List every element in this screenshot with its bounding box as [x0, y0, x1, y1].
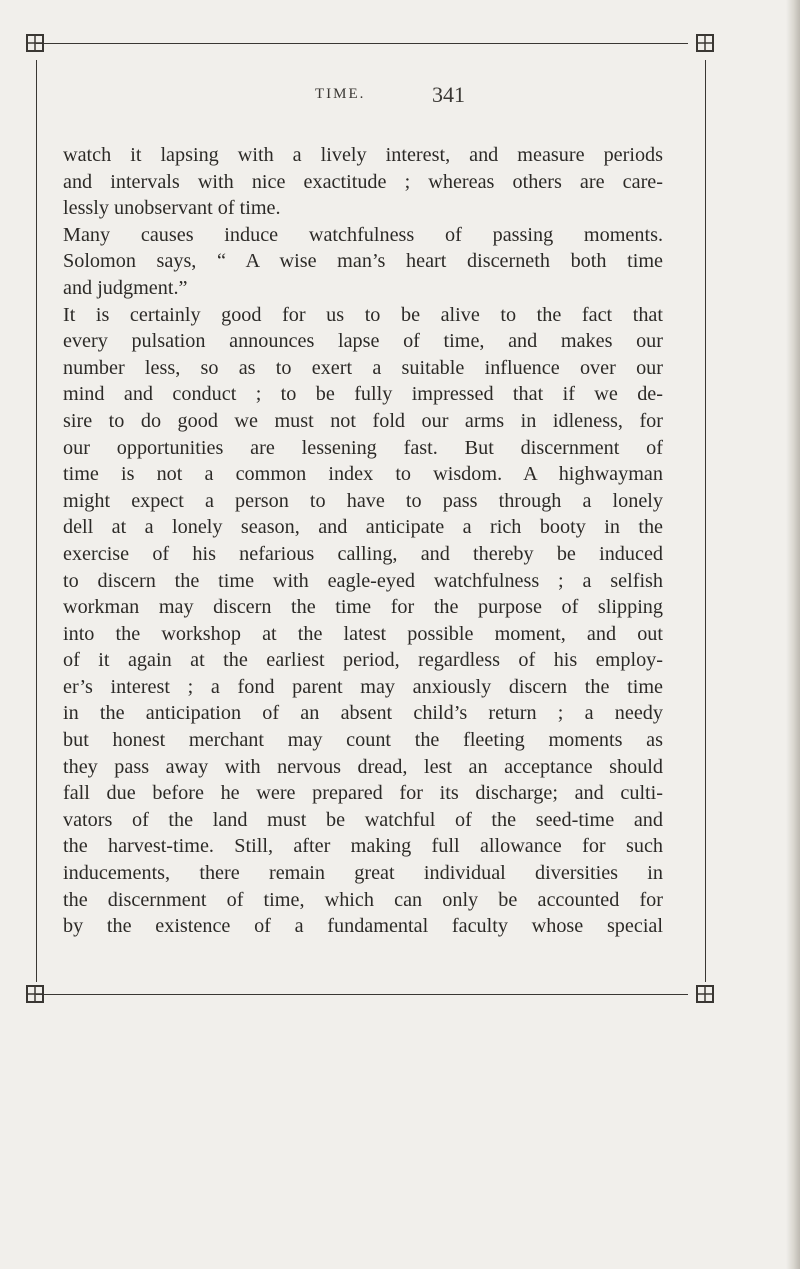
text-line: vators of the land must be watchful of the seed-time and [63, 808, 663, 831]
text-line: workman may discern the time for the purpose of slipping [63, 596, 663, 619]
text-line: into the workshop at the latest possible moment, and out [63, 622, 663, 645]
text-line: Solomon says, “ A wise man’s heart discerneth both time [63, 250, 663, 273]
text-line: and judgment.” [63, 276, 188, 299]
left-border-rule [36, 60, 37, 982]
corner-ornament-bottom-right [694, 983, 716, 1005]
text-line: dell at a lonely season, and anticipate a rich booty in the [63, 516, 663, 539]
text-line: every pulsation announces lapse of time, and makes our [63, 330, 663, 353]
text-line: and intervals with nice exactitude ; whereas others are care- [63, 170, 663, 193]
text-line: by the existence of a fundamental faculty whose special [63, 915, 663, 938]
text-line: the harvest-time. Still, after making full allowance for such [63, 835, 663, 858]
text-line: inducements, there remain great individual diversities in [63, 862, 663, 885]
right-border-rule [705, 60, 706, 982]
text-line: in the anticipation of an absent child’s return ; a needy [63, 702, 663, 725]
page-edge-shadow [786, 0, 800, 1269]
text-line: of it again at the earliest period, regardless of his employ- [63, 649, 663, 672]
corner-ornament-bottom-left [24, 983, 46, 1005]
text-line: might expect a person to have to pass through a lonely [63, 489, 663, 512]
text-line: Many causes induce watchfulness of passing moments. [63, 223, 663, 246]
text-line: lessly unobservant of time. [63, 197, 281, 220]
running-head-title: TIME. [315, 86, 366, 102]
body-text [63, 142, 663, 940]
text-line: It is certainly good for us to be alive to the fact that [63, 303, 663, 326]
corner-ornament-top-right [694, 32, 716, 54]
running-head [0, 82, 800, 114]
text-line: time is not a common index to wisdom. A highwayman [63, 463, 663, 486]
bottom-border-rule [36, 994, 688, 995]
text-line: they pass away with nervous dread, lest an acceptance should [63, 755, 663, 778]
text-line: exercise of his nefarious calling, and thereby be induced [63, 542, 663, 565]
text-line: but honest merchant may count the fleeting moments as [63, 729, 663, 752]
text-line: sire to do good we must not fold our arms in idleness, for [63, 409, 663, 432]
text-line: number less, so as to exert a suitable influence over our [63, 356, 663, 379]
text-line: er’s interest ; a fond parent may anxiously discern the time [63, 675, 663, 698]
text-line: fall due before he were prepared for its discharge; and culti- [63, 782, 663, 805]
text-line: the discernment of time, which can only be accounted for [63, 888, 663, 911]
top-border-rule [36, 43, 688, 44]
text-line: mind and conduct ; to be fully impressed that if we de- [63, 383, 663, 406]
text-line: watch it lapsing with a lively interest, and measure periods [63, 144, 663, 166]
page-number: 341 [432, 82, 465, 107]
corner-ornament-top-left [24, 32, 46, 54]
text-line: to discern the time with eagle-eyed watchfulness ; a selfish [63, 569, 663, 592]
text-line: our opportunities are lessening fast. But discernment of [63, 436, 663, 459]
